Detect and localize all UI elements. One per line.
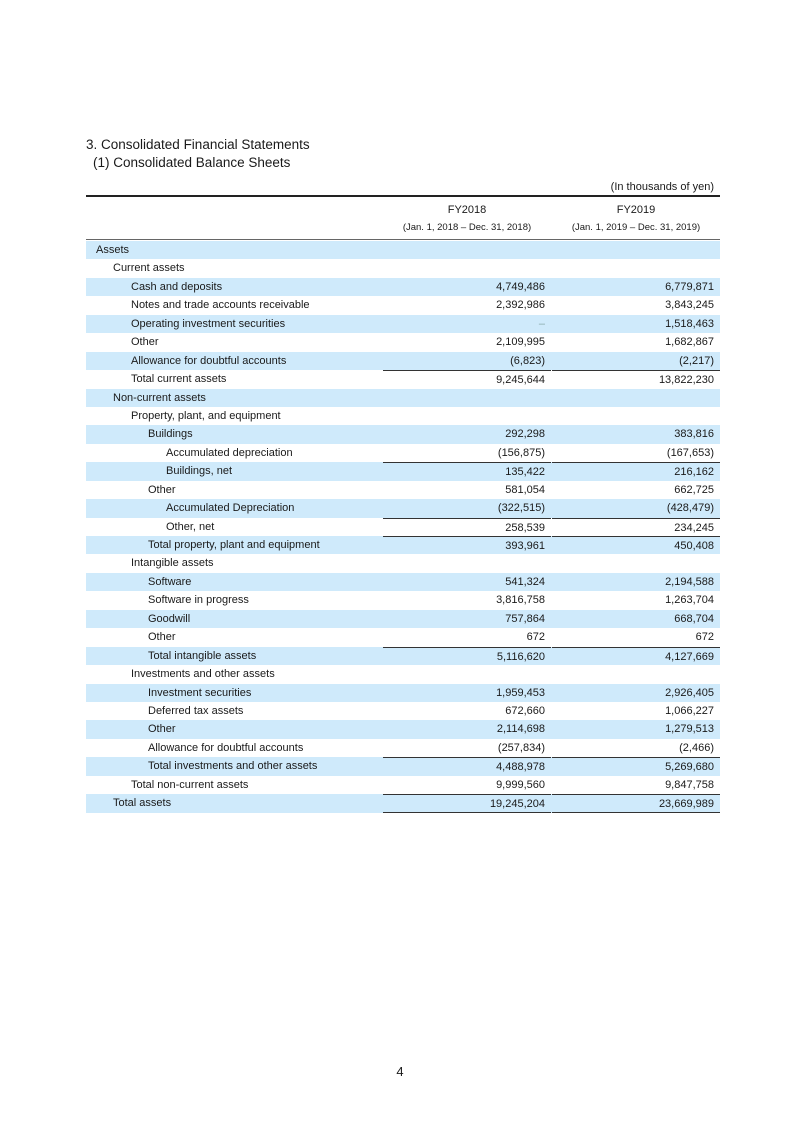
fy2019-value <box>552 407 720 425</box>
row-label: Other, net <box>166 520 215 533</box>
table-row <box>86 425 720 443</box>
table-row <box>86 702 720 720</box>
table-row <box>86 370 720 388</box>
fy2018-value: 581,054 <box>505 483 545 496</box>
row-label: Total property, plant and equipment <box>148 539 320 551</box>
row-label: Total investments and other assets <box>148 760 318 773</box>
fy2018-value: 672,660 <box>505 704 545 717</box>
table-row <box>86 352 720 370</box>
fy2019-value: 1,279,513 <box>665 723 714 736</box>
table-row <box>86 739 720 757</box>
table-row <box>86 444 720 462</box>
table-row <box>86 389 720 407</box>
table-row <box>86 241 720 259</box>
fy2018-value: 4,488,978 <box>383 757 551 775</box>
fy2019-value: (428,479) <box>666 502 714 515</box>
fy2018-value: 2,114,698 <box>496 723 545 736</box>
table-row <box>86 776 720 794</box>
fy2018-value: 757,864 <box>505 612 545 625</box>
fy2019-value: 4,127,669 <box>552 647 720 665</box>
table-row <box>86 407 720 425</box>
fy2019-value: 6,779,871 <box>665 280 714 293</box>
balance-sheet-table <box>86 241 720 813</box>
fy2019-value: 2,194,588 <box>665 575 714 588</box>
row-label: Deferred tax assets <box>148 704 244 717</box>
table-row <box>86 554 720 572</box>
fy2019-value: 3,843,245 <box>665 299 714 312</box>
fy2018-value <box>383 389 551 407</box>
table-row <box>86 518 720 536</box>
fy2018-value: 393,961 <box>383 536 551 554</box>
row-label: Allowance for doubtful accounts <box>148 741 304 754</box>
fy2019-value: (167,653) <box>666 446 714 459</box>
column-header-label: FY2019 <box>616 204 656 216</box>
section-heading: 3. Consolidated Financial Statements <box>86 137 310 152</box>
fy2018-value <box>383 259 551 277</box>
fy2019-value: (2,466) <box>679 741 714 754</box>
fy2019-value: 216,162 <box>552 462 720 480</box>
table-row <box>86 296 720 314</box>
fy2019-value: 13,822,230 <box>552 370 720 388</box>
table-row <box>86 278 720 296</box>
fy2019-value <box>552 554 720 572</box>
column-header-range: (Jan. 1, 2019 – Dec. 31, 2019) <box>571 222 701 233</box>
row-label: Accumulated Depreciation <box>166 502 295 515</box>
unit-note: (In thousands of yen) <box>610 181 714 193</box>
fy2018-value: 5,116,620 <box>383 647 551 665</box>
table-row <box>86 794 720 812</box>
fy2018-value: 19,245,204 <box>383 794 551 812</box>
row-label: Operating investment securities <box>131 317 286 330</box>
fy2018-value: 292,298 <box>505 428 545 441</box>
row-label: Allowance for doubtful accounts <box>131 354 287 367</box>
row-label: Non-current assets <box>113 391 206 404</box>
fy2018-value <box>383 407 551 425</box>
table-row <box>86 647 720 665</box>
row-label: Current assets <box>113 262 185 275</box>
fy2018-value: (322,515) <box>497 502 545 515</box>
fy2019-value: 234,245 <box>552 518 720 536</box>
row-label: Software <box>148 575 192 588</box>
table-row <box>86 536 720 554</box>
fy2019-value: 5,269,680 <box>552 757 720 775</box>
row-label: Buildings, net <box>166 465 233 478</box>
fy2018-value: 2,109,995 <box>496 336 545 349</box>
fy2018-value: 672 <box>526 631 545 644</box>
fy2018-value: (156,875) <box>497 446 545 459</box>
fy2019-value: 383,816 <box>674 428 714 441</box>
row-label: Buildings <box>148 428 193 441</box>
row-label: Software in progress <box>148 594 249 607</box>
table-row <box>86 628 720 646</box>
column-header-fy2019 <box>552 203 720 235</box>
fy2018-value <box>383 241 551 259</box>
fy2018-value: – <box>538 317 545 330</box>
row-label: Total intangible assets <box>148 649 257 662</box>
fy2019-value: 9,847,758 <box>665 778 714 791</box>
table-row <box>86 315 720 333</box>
row-label: Other <box>131 336 159 349</box>
row-label: Cash and deposits <box>131 280 223 293</box>
column-header-label: FY2018 <box>447 204 487 216</box>
fy2018-value: 258,539 <box>383 518 551 536</box>
header-rule <box>86 239 720 240</box>
row-label: Total assets <box>113 797 172 810</box>
fy2018-value: 2,392,986 <box>496 299 545 312</box>
row-label: Assets <box>96 244 130 256</box>
fy2019-value: 1,263,704 <box>665 594 714 607</box>
table-row <box>86 665 720 683</box>
fy2019-value: 1,066,227 <box>665 704 714 717</box>
row-label: Investment securities <box>148 686 252 699</box>
table-row <box>86 591 720 609</box>
fy2018-value: 9,245,644 <box>383 370 551 388</box>
fy2019-value: 23,669,989 <box>552 794 720 812</box>
table-row <box>86 573 720 591</box>
table-top-rule <box>86 195 720 197</box>
table-row <box>86 333 720 351</box>
column-header-fy2018 <box>383 203 551 235</box>
fy2019-value <box>552 389 720 407</box>
table-row <box>86 481 720 499</box>
table-row <box>86 499 720 517</box>
fy2018-value: 541,324 <box>505 575 545 588</box>
fy2018-value: 4,749,486 <box>496 280 545 293</box>
fy2018-value: 1,959,453 <box>496 686 545 699</box>
fy2019-value: 662,725 <box>674 483 714 496</box>
row-label: Accumulated depreciation <box>166 446 293 459</box>
column-header-range: (Jan. 1, 2018 – Dec. 31, 2018) <box>402 222 532 233</box>
subsection-heading: (1) Consolidated Balance Sheets <box>93 155 291 170</box>
fy2018-value <box>383 554 551 572</box>
table-row <box>86 684 720 702</box>
row-label: Goodwill <box>148 612 191 625</box>
fy2019-value <box>552 259 720 277</box>
row-label: Total non-current assets <box>131 778 249 791</box>
row-label: Other <box>148 483 176 496</box>
row-label: Notes and trade accounts receivable <box>131 299 310 312</box>
fy2019-value: 1,518,463 <box>665 317 714 330</box>
fy2018-value: 3,816,758 <box>496 594 545 607</box>
fy2018-value: 135,422 <box>383 462 551 480</box>
fy2018-value: 9,999,560 <box>496 778 545 791</box>
row-label: Other <box>148 723 176 736</box>
fy2019-value <box>552 665 720 683</box>
fy2019-value: 1,682,867 <box>665 336 714 349</box>
table-row <box>86 462 720 480</box>
fy2019-value: 450,408 <box>552 536 720 554</box>
fy2019-value: 672 <box>695 631 714 644</box>
fy2019-value: (2,217) <box>679 354 714 367</box>
row-label: Other <box>148 631 176 644</box>
fy2018-value: (6,823) <box>510 354 545 367</box>
row-label: Total current assets <box>131 373 227 386</box>
fy2019-value <box>552 241 720 259</box>
table-row <box>86 720 720 738</box>
page-number: 4 <box>396 1064 404 1079</box>
fy2018-value: (257,834) <box>497 741 545 754</box>
row-label: Investments and other assets <box>131 668 275 681</box>
table-row <box>86 610 720 628</box>
fy2019-value: 668,704 <box>674 612 714 625</box>
row-label: Intangible assets <box>131 557 214 570</box>
table-row <box>86 259 720 277</box>
table-row <box>86 757 720 775</box>
fy2018-value <box>383 665 551 683</box>
fy2019-value: 2,926,405 <box>665 686 714 699</box>
row-label: Property, plant, and equipment <box>131 409 281 422</box>
